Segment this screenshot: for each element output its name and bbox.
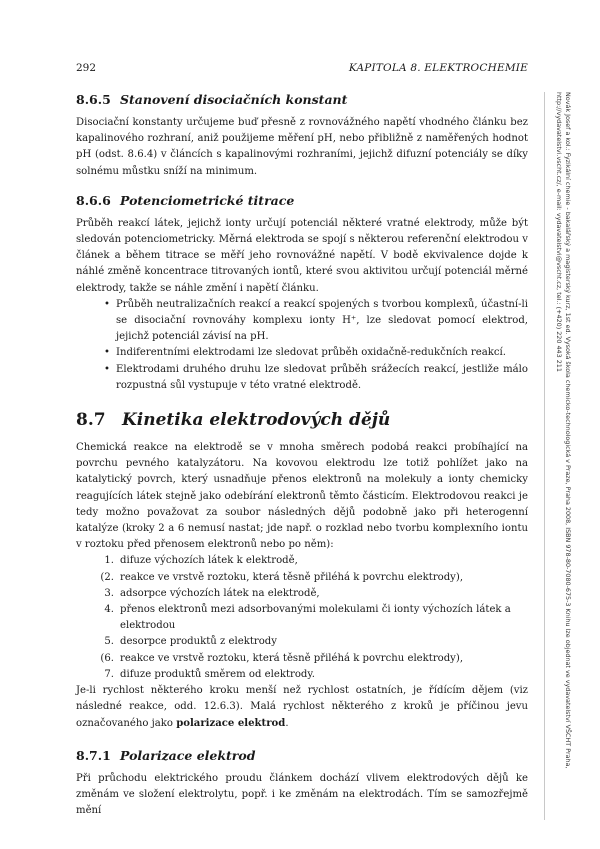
section-title: Potenciometrické titrace	[120, 192, 295, 208]
step-number: 3.	[104, 587, 114, 599]
bullet-icon: •	[104, 347, 110, 359]
step-text: difuze výchozích látek k elektrodě,	[120, 555, 298, 567]
list-item-text: Indiferentními elektrodami lze sledovat průběh oxidačně-redukčních reakcí.	[116, 347, 506, 359]
list-item	[90, 586, 528, 602]
list-item	[90, 651, 528, 667]
list-item	[104, 362, 528, 394]
list-item-text: Elektrodami druhého druhu lze sledovat průběh srážecích reakcí, jestliže málo rozpustná sůl vystupuje v této vratné elektrodě.	[116, 363, 528, 391]
step-text: přenos elektronů mezi adsorbovanými molekulami či ionty výchozích látek a elektrodou	[120, 604, 511, 632]
step-text: desorpce produktů z elektrody	[120, 636, 277, 648]
paragraph: Průběh reakcí látek, jejichž ionty určují potenciál některé vratné elektrody, může být sledován potenciometricky. Měrná elektroda se spojí s některou referenční elektrodou v článek a během titrace se měří jeho rovnovážné napětí. V bodě ekvivalence dojde k náhlé změně koncentrace titrovaných iontů, které svou aktivitou určují potenciál měrné elektrody, takže se náhle změní i napětí článku.	[76, 217, 528, 294]
section-8-7	[76, 410, 528, 732]
section-number: 8.7	[76, 410, 106, 431]
paragraph: Při průchodu elektrického proudu článkem dochází vlivem elektrodových dějů ke změnám ve složení elektrolytu, popř. i ke změnám na elektrodách. Tím se samozřejmě mění	[76, 772, 528, 817]
section-heading	[76, 92, 528, 107]
section-number: 8.6.5	[76, 92, 111, 107]
step-number: (6.	[100, 652, 114, 664]
section-number: 8.7.1	[76, 747, 111, 763]
page-body	[76, 92, 528, 819]
list-item	[104, 297, 528, 346]
section-title: Stanovení disociačních konstant	[120, 92, 348, 107]
section-heading	[76, 193, 528, 208]
step-number: (2.	[100, 571, 114, 583]
paragraph-end: .	[285, 717, 289, 729]
section-title: Kinetika elektrodových dějů	[122, 410, 391, 431]
side-note	[555, 92, 588, 769]
list-item	[90, 667, 528, 683]
step-text: reakce ve vrstvě roztoku, která těsně přiléhá k povrchu elektrody),	[120, 652, 464, 664]
paragraph-text: Je-li rychlost některého kroku menší než rychlost ostatních, je řídícím dějem (viz následné reakce, odd. 12.6.3). Malá rychlost některého z kroků je příčinou jevu označovaného jako	[76, 685, 528, 729]
bullet-icon: •	[104, 363, 110, 375]
list-item	[104, 345, 528, 361]
section-title: Polarizace elektrod	[120, 747, 256, 763]
section-8-6-5	[76, 92, 528, 180]
key-term: polarizace elektrod	[176, 717, 286, 729]
running-title: KAPITOLA 8. ELEKTROCHEMIE	[348, 62, 528, 74]
step-number: 7.	[104, 668, 114, 680]
section-8-7-1	[76, 748, 528, 820]
list-item	[90, 570, 528, 586]
list-item	[90, 553, 528, 569]
list-item-text: Průběh neutralizačních reakcí a reakcí spojených s tvorbou komplexů, účastní-li se disociační rovnováhy komplexu ionty H⁺, lze sledovat pomocí elektrod, jejichž potenciál závisí na pH.	[116, 298, 528, 343]
step-number: 5.	[104, 636, 114, 648]
margin-rule	[544, 92, 545, 820]
step-text: difuze produktů směrem od elektrody.	[120, 668, 315, 680]
page-number: 292	[76, 62, 97, 74]
step-number: 4.	[104, 604, 114, 616]
list-item	[90, 602, 528, 634]
list-item	[90, 634, 528, 650]
bullet-icon: •	[104, 298, 110, 310]
bullet-list	[76, 297, 528, 394]
steps-list	[76, 553, 528, 683]
side-note-text: Novák Josef a kol.: Fyzikální chemie - bakalářský a magisterský kurz, 1st ed. Vysoká škola chemicko-technologická v Praze, Praha 2008, ISBN 978-80-7080-675-3 Knihu lze objednat ve vydavatelství VŠCHT Praha, http://vydavatelstvi.vscht.cz/, e-mail: vydavatelstvi@vscht.cz, tel.: (+420) 220 443 211	[555, 92, 572, 769]
paragraph: Chemická reakce na elektrodě se v mnoha směrech podobá reakci probíhající na povrchu pevného katalyzátoru. Na kovovou elektrodu lze totiž pohlížet jako na katalytický povrch, který usnadňuje přenos elektronů na molekuly a ionty chemicky reagujících látek stejně jako odebírání elektronů těmto částicím. Elektrodovou reakci je tedy možno považovat za soubor následných dějů podobně jako při heterogenní katalýze (kroky 2 a 6 nemusí nastat; jde např. o rozklad nebo tvorbu komplexního iontu v roztoku před přenosem elektronů nebo po něm):	[76, 442, 528, 551]
chapter-section-heading	[76, 410, 528, 430]
section-8-6-6	[76, 193, 528, 394]
section-heading	[76, 748, 528, 763]
page-header	[76, 62, 528, 78]
section-number: 8.6.6	[76, 192, 111, 208]
step-text: reakce ve vrstvě roztoku, která těsně přiléhá k povrchu elektrody),	[120, 571, 464, 583]
paragraph	[76, 683, 528, 732]
paragraph: Disociační konstanty určujeme buď přesně z rovnovážného napětí vhodného článku bez kapalinového rozhraní, aniž použijeme měření pH, nebo přibližně z naměřených hodnot pH (odst. 8.6.4) v článcích s kapalinovými rozhraními, jejichž difuzní potenciály se díky solnému můstku sníží na minimum.	[76, 117, 528, 177]
step-text: adsorpce výchozích látek na elektrodě,	[120, 587, 320, 599]
step-number: 1.	[104, 555, 114, 567]
